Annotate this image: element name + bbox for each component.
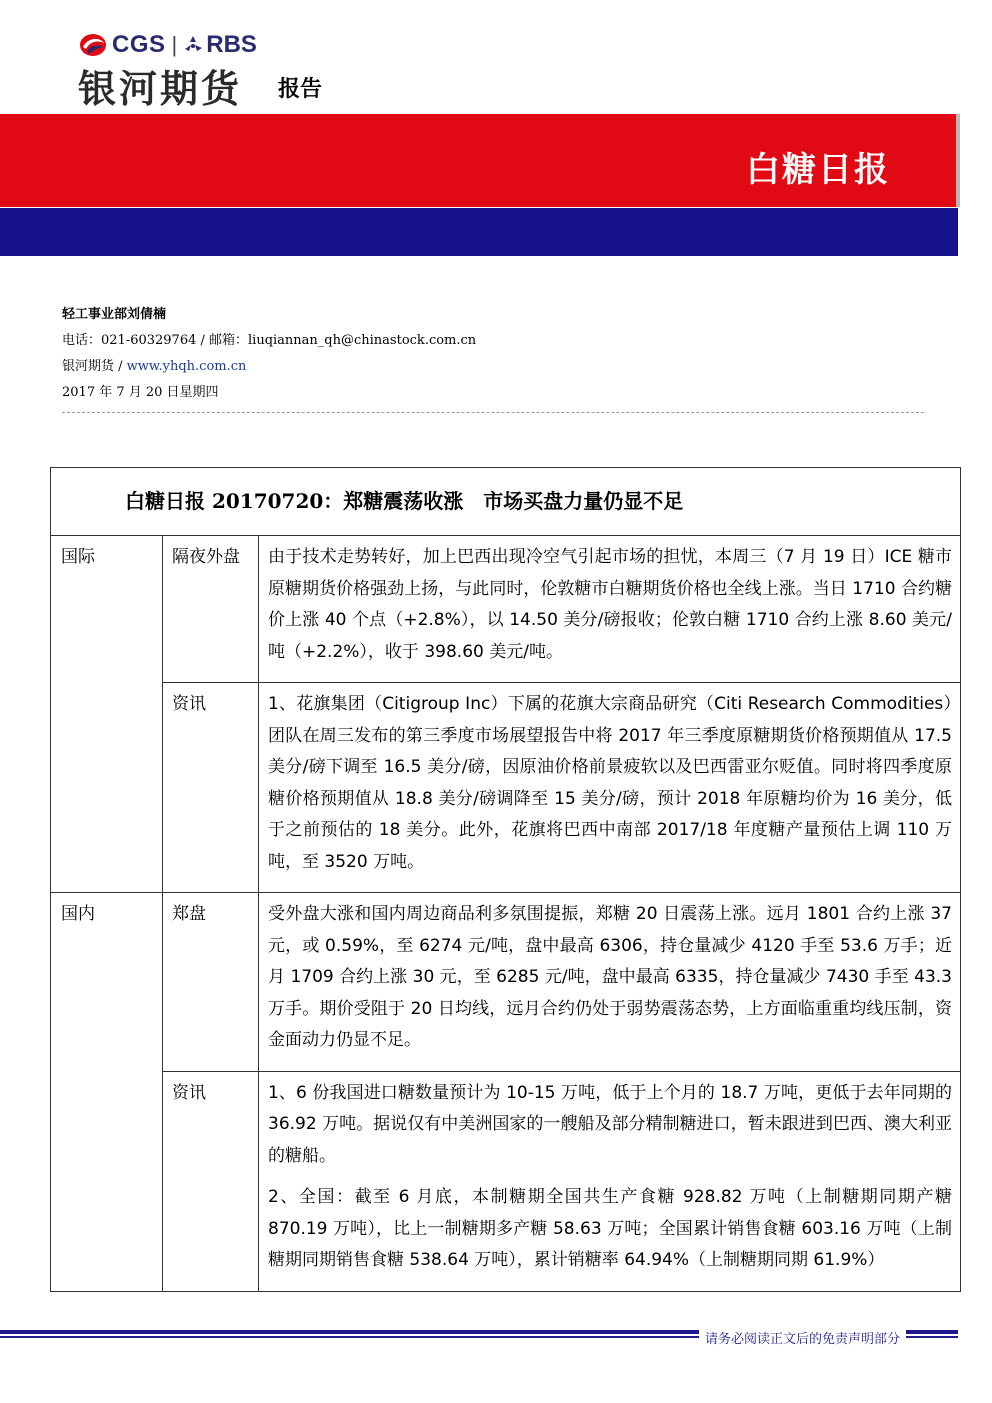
table-row xyxy=(51,536,961,683)
footer-disclaimer: 请务必阅读正文后的免责声明部分 xyxy=(699,1330,906,1350)
logo-separator: | xyxy=(171,32,178,57)
header-red-band-shadow xyxy=(956,114,960,207)
report-table xyxy=(50,467,961,1292)
author-line: 轻工事业部刘倩楠 xyxy=(62,307,167,322)
label-cell: 资讯 xyxy=(163,683,259,893)
contact-line: 电话：021-60329764 / 邮箱：liuqiannan_qh@chinastock.com.cn xyxy=(62,333,477,348)
content-paragraph: 由于技术走势转好，加上巴西出现冷空气引起市场的担忧，本周三（7 月 19 日）ICE 糖市原糖期货价格强劲上扬，与此同时，伦敦糖市白糖期货价格也全线上涨。当日 1710 合约糖价上涨 40 个点（+2.8%），以 14.50 美分/磅报收；伦敦白糖 1710 合约上涨 8.60 美元/吨（+2.2%），收于 398.60 美元/吨。 xyxy=(268,547,952,662)
company-logo-cn: 银河期货 xyxy=(78,67,243,111)
header-blue-band xyxy=(0,208,958,256)
dashed-divider xyxy=(62,412,924,413)
content-cell xyxy=(259,536,961,683)
website-link[interactable]: www.yhqh.com.cn xyxy=(126,359,247,374)
content-paragraph: 1、6 份我国进口糖数量预计为 10-15 万吨，低于上个月的 18.7 万吨，更低于去年同期的 36.92 万吨。据说仅有中美洲国家的一艘船及部分精制糖进口，暂未跟进到巴西、澳大利亚的糖船。 xyxy=(268,1082,952,1166)
logo-rbs-text: RBS xyxy=(206,31,257,58)
table-row xyxy=(51,893,961,1072)
table-row xyxy=(51,683,961,893)
cgs-swirl-icon xyxy=(78,32,108,58)
report-date: 2017 年 7 月 20 日星期四 xyxy=(62,385,219,400)
website-line xyxy=(62,355,246,374)
label-cell: 隔夜外盘 xyxy=(163,536,259,683)
company-name: 银河期货 / xyxy=(62,359,127,374)
label-cell: 郑盘 xyxy=(163,893,259,1072)
cgs-rbs-logo xyxy=(78,30,257,60)
content-paragraph: 2、全国：截至 6 月底，本制糖期全国共生产食糖 928.82 万吨（上制糖期同期产糖 870.19 万吨），比上一制糖期多产糖 58.63 万吨；全国累计销售食糖 603.16 万吨（上制糖期同期销售食糖 538.64 万吨），累计销糖率 64.94%（上制糖期同期 61.9%） xyxy=(268,1187,952,1270)
label-cell: 资讯 xyxy=(163,1071,259,1291)
table-title-row xyxy=(51,468,961,536)
category-cell: 国际 xyxy=(51,536,163,893)
content-cell xyxy=(259,893,961,1072)
report-suffix: 报告 xyxy=(278,77,323,102)
content-cell xyxy=(259,683,961,893)
report-title: 白糖日报 xyxy=(746,150,890,190)
rbs-daisy-icon xyxy=(183,35,203,55)
table-title: 白糖日报 20170720：郑糖震荡收涨 市场买盘力量仍显不足 xyxy=(51,468,961,536)
content-paragraph: 1、花旗集团（Citigroup Inc）下属的花旗大宗商品研究（Citi Research Commodities）团队在周三发布的第三季度市场展望报告中将 2017 年三季度原糖期货价格预期值从 17.5 美分/磅下调至 16.5 美分/磅，因原油价格前景疲软以及巴西雷亚尔贬值。同时将四季度原糖价格预期值从 18.8 美分/磅调降至 15 美分/磅，预计 2018 年原糖均价为 16 美分，低于之前预估的 18 美分。此外，花旗将巴西中南部 2017/18 年度糖产量预估上调 110 万吨，至 3520 万吨。 xyxy=(268,694,952,872)
content-paragraph: 受外盘大涨和国内周边商品利多氛围提振，郑糖 20 日震荡上涨。远月 1801 合约上涨 37 元，或 0.59%，至 6274 元/吨，盘中最高 6306，持仓量减少 4120 手至 53.6 万手；近月 1709 合约上涨 30 元，至 6285 元/吨，盘中最高 6335，持仓量减少 7430 手至 43.3 万手。期价受阻于 20 日均线，远月合约仍处于弱势震荡态势，上方面临重重均线压制，资金面动力仍显不足。 xyxy=(268,904,952,1050)
logo-cgs-text: CGS xyxy=(112,31,166,58)
category-cell: 国内 xyxy=(51,893,163,1292)
content-cell xyxy=(259,1071,961,1291)
table-row xyxy=(51,1071,961,1291)
